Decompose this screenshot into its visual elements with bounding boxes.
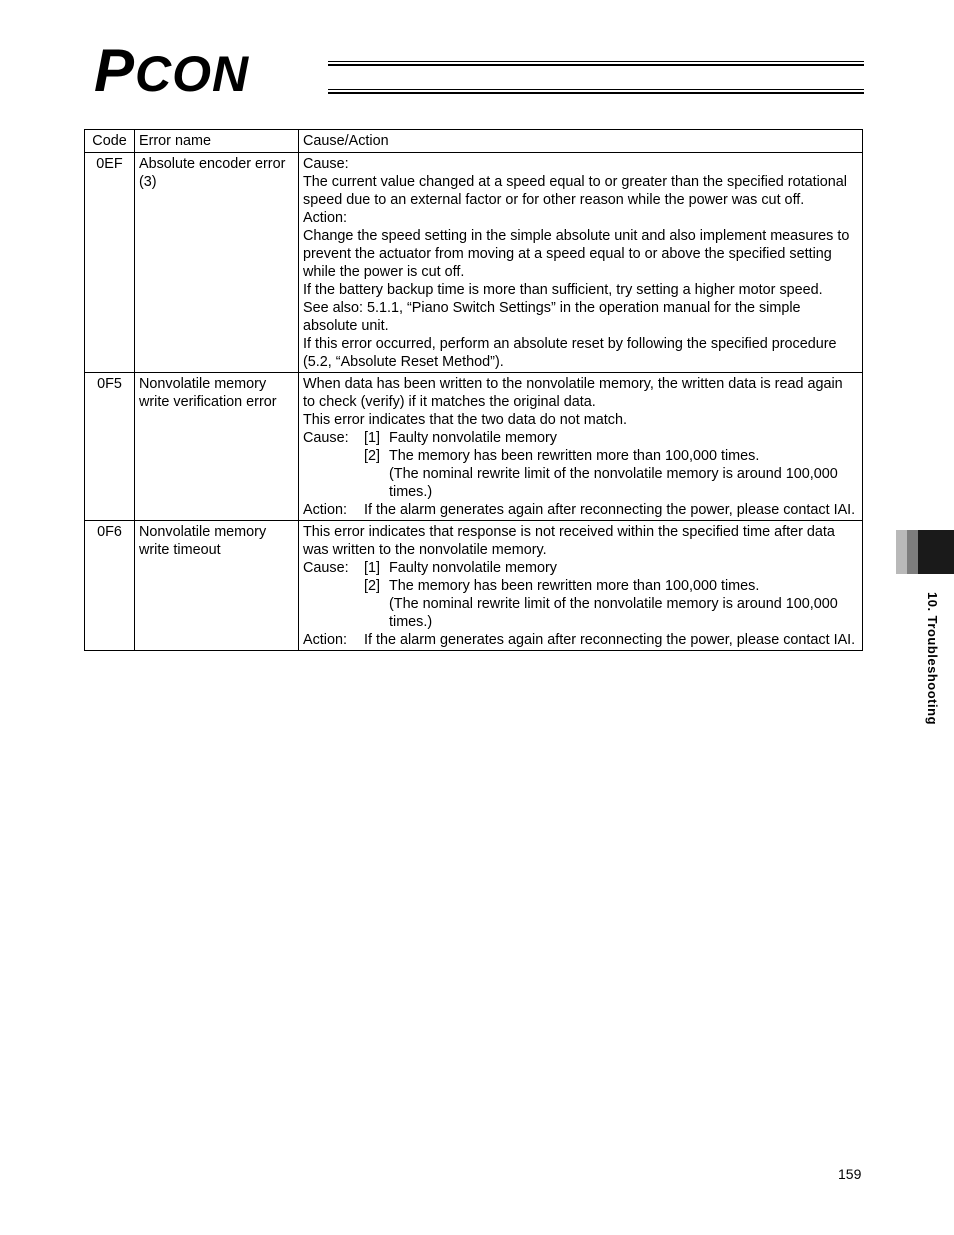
chapter-tab-dark xyxy=(918,530,954,574)
action-item xyxy=(303,631,858,649)
header-error-name: Error name xyxy=(135,130,299,153)
text-line: Cause: xyxy=(303,156,349,172)
header-rule xyxy=(328,92,864,94)
error-name: Absolute encoder error (3) xyxy=(135,153,299,373)
logo-text: PCON xyxy=(94,37,250,104)
table-header-row xyxy=(85,130,863,153)
header-rule xyxy=(328,89,864,90)
action-item xyxy=(303,501,858,519)
pcon-logo xyxy=(94,37,334,104)
text-line: The current value changed at a speed equal to or greater than the specified rotational speed due to an external factor or for other reason while the power was cut off. xyxy=(303,174,852,208)
table-row xyxy=(85,153,863,373)
chapter-tab-mid xyxy=(907,530,918,574)
cause-number: [1] xyxy=(364,560,380,576)
cause-number: [2] xyxy=(364,448,380,464)
table-row xyxy=(85,521,863,651)
cause-item xyxy=(364,447,858,465)
cause-action xyxy=(299,153,863,373)
header-rule xyxy=(328,64,864,66)
intro-text: When data has been written to the nonvolatile memory, the written data is read again to check (verify) if it matches the original data. xyxy=(303,376,847,410)
cause-label: Cause: xyxy=(303,560,349,576)
chapter-tab-light xyxy=(896,530,907,574)
intro-text: This error indicates that response is not received within the specified time after data was written to the nonvolatile memory. xyxy=(303,524,839,558)
action-label: Action: xyxy=(303,632,347,648)
cause-item xyxy=(303,559,858,577)
action-label: Action: xyxy=(303,502,347,518)
cause-action xyxy=(299,521,863,651)
cause-label: Cause: xyxy=(303,430,349,446)
header-cause-action: Cause/Action xyxy=(299,130,863,153)
cause-note: (The nominal rewrite limit of the nonvolatile memory is around 100,000 times.) xyxy=(389,466,842,500)
error-name: Nonvolatile memory write timeout xyxy=(135,521,299,651)
cause-item xyxy=(364,577,858,595)
cause-item xyxy=(303,429,858,447)
page-number: 159 xyxy=(838,1166,862,1182)
error-table xyxy=(84,129,863,651)
intro-text: This error indicates that the two data do not match. xyxy=(303,412,627,428)
text-line: See also: 5.1.1, “Piano Switch Settings” in the operation manual for the simple absolute unit. xyxy=(303,300,805,334)
text-line: Action: xyxy=(303,210,347,226)
cause-text: The memory has been rewritten more than 100,000 times. xyxy=(389,578,760,594)
header-rule xyxy=(328,61,864,62)
chapter-label: 10. Troubleshooting xyxy=(925,592,940,726)
header-code: Code xyxy=(85,130,135,153)
error-name: Nonvolatile memory write verification error xyxy=(135,373,299,521)
text-line: If this error occurred, perform an absolute reset by following the specified procedure (5.2, “Absolute Reset Method”). xyxy=(303,336,841,370)
error-code: 0F6 xyxy=(85,521,135,651)
text-line: If the battery backup time is more than sufficient, try setting a higher motor speed. xyxy=(303,282,823,298)
action-text: If the alarm generates again after reconnecting the power, please contact IAI. xyxy=(364,632,856,648)
cause-action xyxy=(299,373,863,521)
error-code: 0F5 xyxy=(85,373,135,521)
text-line: Change the speed setting in the simple absolute unit and also implement measures to prevent the actuator from moving at a speed equal to or above the specified setting while the power is cut off. xyxy=(303,228,854,280)
header-rules xyxy=(328,61,864,95)
table-row xyxy=(85,373,863,521)
cause-number: [1] xyxy=(364,430,380,446)
cause-note: (The nominal rewrite limit of the nonvolatile memory is around 100,000 times.) xyxy=(389,596,842,630)
cause-number: [2] xyxy=(364,578,380,594)
cause-text: Faulty nonvolatile memory xyxy=(389,430,557,446)
error-code: 0EF xyxy=(85,153,135,373)
cause-text: Faulty nonvolatile memory xyxy=(389,560,557,576)
cause-text: The memory has been rewritten more than 100,000 times. xyxy=(389,448,760,464)
action-text: If the alarm generates again after reconnecting the power, please contact IAI. xyxy=(364,502,856,518)
